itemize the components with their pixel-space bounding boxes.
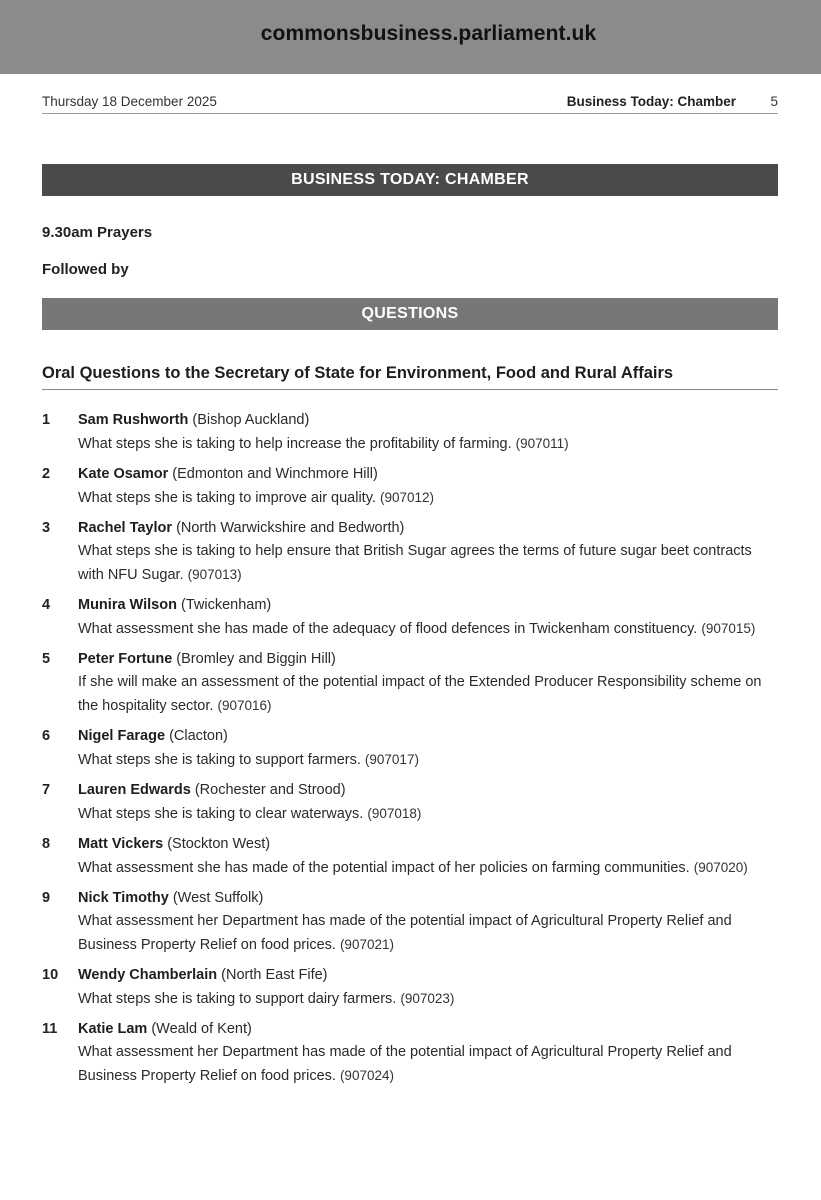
question-number: 3 [42, 520, 51, 536]
question-reference: (907012) [379, 490, 434, 505]
question-reference: (907011) [515, 436, 569, 451]
question-number: 5 [42, 651, 51, 667]
question-number: 11 [42, 1021, 58, 1037]
question-item [42, 964, 778, 1011]
questions-banner: QUESTIONS [42, 298, 778, 330]
question-text: What assessment she has made of the potential impact of her policies on farming communities. [78, 860, 690, 876]
member-name: Peter Fortune [78, 651, 173, 667]
question-text: What assessment her Department has made of the potential impact of Agricultural Property Relief and Business Property Relief on food prices. [78, 1044, 732, 1084]
question-text: What steps she is taking to support farmers. [78, 752, 361, 768]
header-section: Business Today: Chamber [566, 94, 736, 109]
member-constituency: (Clacton) [169, 728, 228, 744]
question-body [78, 409, 778, 456]
member-name: Katie Lam [78, 1021, 148, 1037]
question-text: What steps she is taking to clear waterways. [78, 806, 364, 822]
question-number: 9 [42, 890, 51, 906]
oral-questions-heading: Oral Questions to the Secretary of State for Environment, Food and Rural Affairs [42, 364, 778, 390]
question-body [78, 594, 778, 641]
question-reference: (907015) [701, 621, 756, 636]
running-header [42, 74, 778, 114]
member-name: Kate Osamor [78, 466, 169, 482]
member-constituency: (Weald of Kent) [151, 1021, 252, 1037]
question-number: 7 [42, 782, 51, 798]
question-number: 1 [42, 412, 51, 428]
question-reference: (907018) [367, 806, 422, 821]
question-number: 6 [42, 728, 51, 744]
question-body [78, 463, 778, 510]
question-body [78, 833, 778, 880]
header-page-number: 5 [770, 94, 778, 109]
question-item [42, 779, 778, 826]
question-item [42, 463, 778, 510]
question-body [78, 964, 778, 1011]
chamber-banner: BUSINESS TODAY: CHAMBER [42, 164, 778, 196]
question-reference: (907023) [400, 991, 455, 1006]
member-constituency: (Bishop Auckland) [192, 412, 310, 428]
question-text: What steps she is taking to improve air quality. [78, 490, 376, 506]
question-number: 8 [42, 836, 51, 852]
member-name: Munira Wilson [78, 597, 177, 613]
question-body [78, 1018, 778, 1088]
member-name: Rachel Taylor [78, 520, 173, 536]
question-reference: (907024) [339, 1068, 394, 1083]
question-item [42, 725, 778, 772]
prayers-line: 9.30am Prayers [42, 224, 153, 241]
question-text: If she will make an assessment of the potential impact of the Extended Producer Responsibility scheme on the hospitality sector. [78, 674, 762, 714]
member-constituency: (North Warwickshire and Bedworth) [176, 520, 405, 536]
member-name: Nigel Farage [78, 728, 166, 744]
question-item [42, 517, 778, 587]
question-item [42, 594, 778, 641]
question-item [42, 648, 778, 718]
url-text[interactable]: commonsbusiness.parliament.uk [260, 22, 597, 45]
question-reference: (907016) [217, 698, 272, 713]
question-item [42, 1018, 778, 1088]
question-body [78, 725, 778, 772]
question-reference: (907017) [364, 752, 419, 767]
member-name: Sam Rushworth [78, 412, 189, 428]
question-number: 2 [42, 466, 51, 482]
member-name: Matt Vickers [78, 836, 164, 852]
member-name: Lauren Edwards [78, 782, 191, 798]
browser-url-bar[interactable] [0, 0, 821, 74]
member-name: Wendy Chamberlain [78, 967, 218, 983]
question-reference: (907013) [187, 567, 242, 582]
question-text: What assessment her Department has made of the potential impact of Agricultural Property Relief and Business Property Relief on food prices. [78, 913, 732, 953]
question-item [42, 833, 778, 880]
question-reference: (907020) [693, 860, 748, 875]
question-item [42, 887, 778, 957]
member-constituency: (Stockton West) [167, 836, 271, 852]
question-body [78, 779, 778, 826]
question-body [78, 648, 778, 718]
question-body [78, 517, 778, 587]
question-text: What steps she is taking to help ensure that British Sugar agrees the terms of future sugar beet contracts with NFU Sugar. [78, 543, 752, 583]
question-number: 4 [42, 597, 51, 613]
questions-list [42, 409, 778, 1088]
question-body [78, 887, 778, 957]
question-number: 10 [42, 967, 59, 983]
question-reference: (907021) [339, 937, 394, 952]
member-constituency: (West Suffolk) [172, 890, 264, 906]
member-name: Nick Timothy [78, 890, 169, 906]
question-item [42, 409, 778, 456]
member-constituency: (Edmonton and Winchmore Hill) [172, 466, 378, 482]
question-text: What steps she is taking to help increase the profitability of farming. [78, 436, 512, 452]
member-constituency: (Twickenham) [180, 597, 272, 613]
member-constituency: (North East Fife) [221, 967, 328, 983]
member-constituency: (Bromley and Biggin Hill) [176, 651, 336, 667]
question-text: What steps she is taking to support dairy farmers. [78, 991, 397, 1007]
followed-by-line: Followed by [42, 261, 129, 278]
header-date: Thursday 18 December 2025 [42, 94, 217, 109]
member-constituency: (Rochester and Strood) [194, 782, 346, 798]
question-text: What assessment she has made of the adequacy of flood defences in Twickenham constituency. [78, 621, 698, 637]
document-page [42, 74, 778, 1095]
